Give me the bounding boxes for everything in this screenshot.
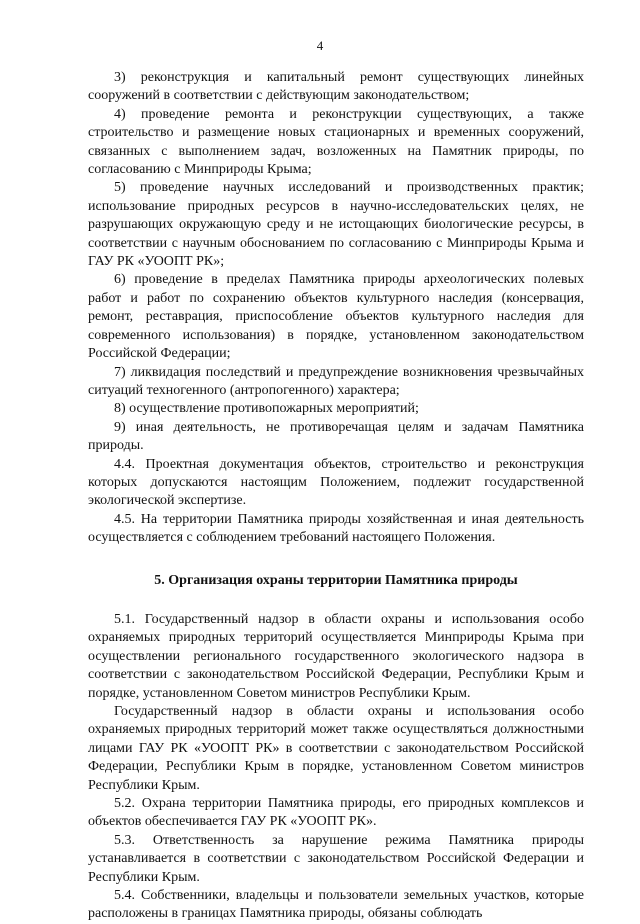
paragraph-5-2: 5.2. Охрана территории Памятника природы, его природных комплексов и объектов обеспечивается ГАУ РК «УООПТ РК». [88, 796, 584, 830]
paragraph-item-3: 3) реконструкция и капитальный ремонт существующих линейных сооружений в соответствии с действующим законодательством; [88, 70, 584, 104]
paragraph-5-4: 5.4. Собственники, владельцы и пользователи земельных участков, которые расположены в границах Памятника природы, обязаны соблюдать [88, 888, 584, 922]
paragraph-4-4: 4.4. Проектная документация объектов, строительство и реконструкция которых допускаются настоящим Положением, подлежит государственной экологической экспертизе. [88, 456, 584, 509]
paragraph-item-6: 6) проведение в пределах Памятника природы археологических полевых работ и работ по сохранению объектов культурного наследия (консервация, ремонт, реставрация, приспособление объектов культурного наследия для современного использования) в порядке, установленном законодательством Российской Федерации; [88, 272, 584, 362]
paragraph-5-1-continued: Государственный надзор в области охраны и использования особо охраняемых природных территорий может также осуществляться должностными лицами ГАУ РК «УООПТ РК» в соответствии с законодательством Российской Федерации, Республики Крым в порядке, установленном Советом министров Республики Крым. [88, 704, 584, 793]
paragraph-item-9: 9) иная деятельность, не противоречащая целям и задачам Памятника природы. [88, 419, 584, 454]
page-number: 4 [316, 38, 324, 53]
paragraph-item-8: 8) осуществление противопожарных мероприятий; [114, 401, 419, 417]
paragraph-item-5: 5) проведение научных исследований и производственных практик; использование природных ресурсов в научно-исследовательских целях, не разрушающих окружающую среду и не истощающих биологические ресурсы, в соответствии с научным обоснованием по согласованию с Минприроды Крыма и ГАУ РК «УООПТ РК»; [88, 180, 584, 270]
section-title: 5. Организация охраны территории Памятника природы [154, 572, 518, 588]
document-body [88, 69, 584, 924]
paragraph-5-1: 5.1. Государственный надзор в области охраны и использования особо охраняемых природных территорий осуществляется Минприроды Крыма при осуществлении регионального государственного экологического надзора в соответствии с законодательством Российской Федерации, Республики Крым и порядке, установленном Советом министров Республики Крым. [88, 611, 584, 701]
paragraph-5-3: 5.3. Ответственность за нарушение режима Памятника природы устанавливается в соответствии с законодательством Российской Федерации и Республики Крым. [88, 832, 584, 885]
paragraph-item-7: 7) ликвидация последствий и предупреждение возникновения чрезвычайных ситуаций техногенного (антропогенного) характера; [88, 364, 584, 398]
paragraph-item-4: 4) проведение ремонта и реконструкции существующих, а также строительство и размещение новых стационарных и временных сооружений, связанных с выполнением задач, возложенных на Памятник природы, по согласованию с Минприроды Крыма; [88, 106, 584, 178]
paragraph-4-5: 4.5. На территории Памятника природы хозяйственная и иная деятельность осуществляется с соблюдением требований настоящего Положения. [88, 511, 584, 546]
